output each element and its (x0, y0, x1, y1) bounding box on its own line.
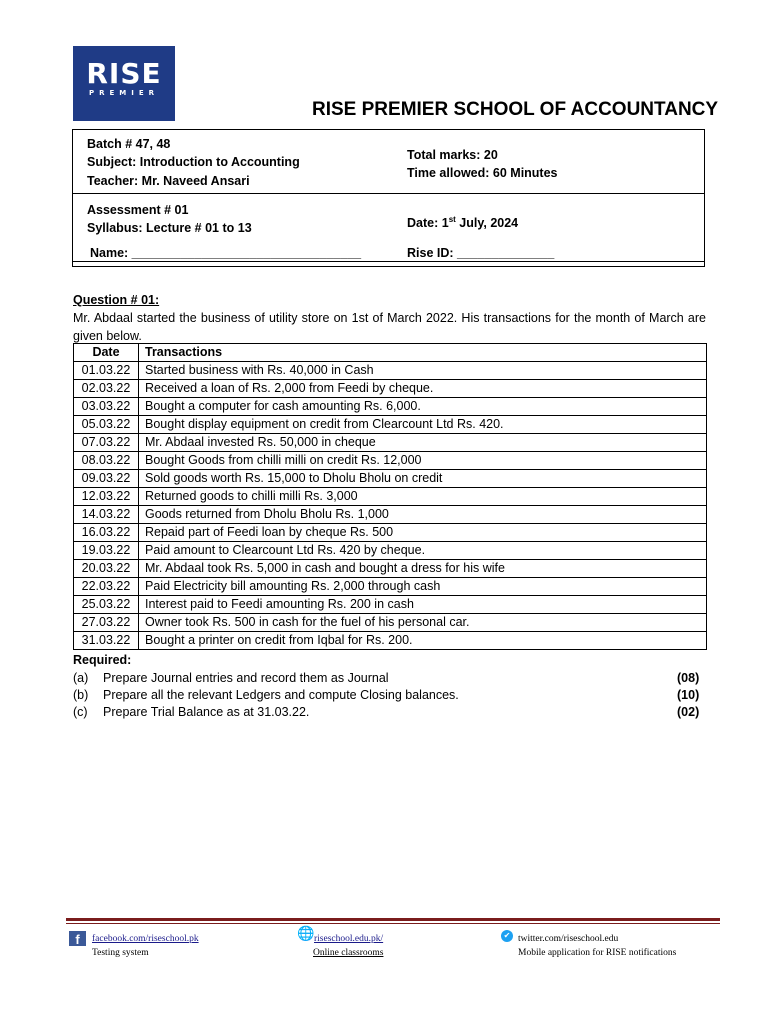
website-link[interactable]: riseschool.edu.pk/ (314, 934, 384, 944)
required-title: Required: (73, 653, 132, 667)
transactions-body (74, 362, 707, 650)
logo-subtext: PREMIER (88, 89, 160, 97)
total-marks-label: Total marks: 20 (407, 148, 498, 162)
table-row (74, 470, 707, 488)
transaction-text: Bought a computer for cash amounting Rs. 6,000. (139, 398, 707, 416)
twitter-subtext: Mobile application for RISE notifications (518, 948, 677, 958)
globe-icon: 🌐 (297, 925, 315, 941)
required-item-label: (b) (73, 688, 89, 702)
table-row (74, 614, 707, 632)
transaction-text: Bought display equipment on credit from Clearcount Ltd Rs. 420. (139, 416, 707, 434)
transaction-text: Paid Electricity bill amounting Rs. 2,000 through cash (139, 578, 707, 596)
transaction-text: Mr. Abdaal took Rs. 5,000 in cash and bought a dress for his wife (139, 560, 707, 578)
table-row (74, 578, 707, 596)
rise-logo (73, 46, 175, 121)
transaction-text: Sold goods worth Rs. 15,000 to Dholu Bholu on credit (139, 470, 707, 488)
transaction-date: 08.03.22 (74, 452, 139, 470)
transaction-text: Bought a printer on credit from Iqbal for Rs. 200. (139, 632, 707, 650)
table-row (74, 506, 707, 524)
required-item-marks: (08) (677, 671, 700, 685)
column-header: Date (74, 344, 139, 362)
transaction-date: 22.03.22 (74, 578, 139, 596)
footer-rule (66, 918, 720, 921)
school-name: RISE PREMIER SCHOOL OF ACCOUNTANCY (312, 99, 719, 120)
table-header-row (74, 344, 707, 362)
footer-rule-thin (66, 923, 720, 924)
question-title: Question # 01: (73, 293, 160, 307)
transaction-date: 31.03.22 (74, 632, 139, 650)
name-field: Name: _________________________________ (90, 246, 362, 260)
transactions-table (73, 343, 707, 650)
transaction-date: 03.03.22 (74, 398, 139, 416)
transaction-date: 09.03.22 (74, 470, 139, 488)
transaction-text: Paid amount to Clearcount Ltd Rs. 420 by cheque. (139, 542, 707, 560)
teacher-label: Teacher: Mr. Naveed Ansari (87, 174, 250, 188)
transaction-text: Owner took Rs. 500 in cash for the fuel of his personal car. (139, 614, 707, 632)
transaction-date: 25.03.22 (74, 596, 139, 614)
transaction-date: 02.03.22 (74, 380, 139, 398)
table-row (74, 524, 707, 542)
assessment-label: Assessment # 01 (87, 203, 189, 217)
transaction-text: Repaid part of Feedi loan by cheque Rs. 500 (139, 524, 707, 542)
transaction-date: 27.03.22 (74, 614, 139, 632)
logo-text: RISE (86, 57, 162, 90)
transaction-date: 05.03.22 (74, 416, 139, 434)
table-row (74, 398, 707, 416)
transaction-date: 16.03.22 (74, 524, 139, 542)
website-subtext: Online classrooms (313, 948, 384, 958)
column-header: Transactions (139, 344, 707, 362)
table-row (74, 380, 707, 398)
transaction-text: Received a loan of Rs. 2,000 from Feedi by cheque. (139, 380, 707, 398)
required-item-label: (a) (73, 671, 89, 685)
table-row (74, 488, 707, 506)
twitter-link[interactable]: twitter.com/riseschool.edu (518, 934, 619, 944)
transaction-date: 14.03.22 (74, 506, 139, 524)
transaction-date: 19.03.22 (74, 542, 139, 560)
subject-label: Subject: Introduction to Accounting (87, 155, 300, 169)
table-row (74, 596, 707, 614)
batch-label: Batch # 47, 48 (87, 137, 171, 151)
facebook-link[interactable]: facebook.com/riseschool.pk (92, 934, 199, 944)
twitter-icon: ✔ (501, 930, 513, 942)
required-item-text: Prepare Journal entries and record them as Journal (103, 671, 389, 685)
table-row (74, 542, 707, 560)
transaction-date: 01.03.22 (74, 362, 139, 380)
date-sup: st (448, 215, 456, 224)
transaction-text: Started business with Rs. 40,000 in Cash (139, 362, 707, 380)
required-item-text: Prepare Trial Balance as at 31.03.22. (103, 705, 310, 719)
required-item-text: Prepare all the relevant Ledgers and compute Closing balances. (103, 688, 459, 702)
table-row (74, 416, 707, 434)
date-label (407, 210, 518, 233)
required-item-marks: (02) (677, 705, 700, 719)
facebook-subtext: Testing system (92, 948, 149, 958)
table-row (74, 434, 707, 452)
question-intro: Mr. Abdaal started the business of utility store on 1st of March 2022. His transactions for the month of March are given below. (73, 311, 706, 343)
transaction-date: 20.03.22 (74, 560, 139, 578)
rise-id-field: Rise ID: ______________ (407, 246, 555, 260)
facebook-icon: f (69, 931, 86, 946)
required-item-marks: (10) (677, 688, 700, 702)
transaction-text: Mr. Abdaal invested Rs. 50,000 in cheque (139, 434, 707, 452)
transaction-text: Returned goods to chilli milli Rs. 3,000 (139, 488, 707, 506)
transaction-text: Goods returned from Dholu Bholu Rs. 1,000 (139, 506, 707, 524)
date-suffix: July, 2024 (455, 216, 519, 231)
table-row (74, 362, 707, 380)
required-item-label: (c) (73, 705, 88, 719)
date-prefix: Date: 1 (407, 216, 449, 231)
transaction-date: 07.03.22 (74, 434, 139, 452)
transaction-text: Bought Goods from chilli milli on credit Rs. 12,000 (139, 452, 707, 470)
transaction-text: Interest paid to Feedi amounting Rs. 200 in cash (139, 596, 707, 614)
table-row (74, 632, 707, 650)
table-row (74, 560, 707, 578)
transaction-date: 12.03.22 (74, 488, 139, 506)
header-box (72, 129, 705, 267)
table-row (74, 452, 707, 470)
syllabus-label: Syllabus: Lecture # 01 to 13 (87, 221, 252, 235)
time-allowed-label: Time allowed: 60 Minutes (407, 166, 558, 180)
header-divider (73, 193, 704, 194)
